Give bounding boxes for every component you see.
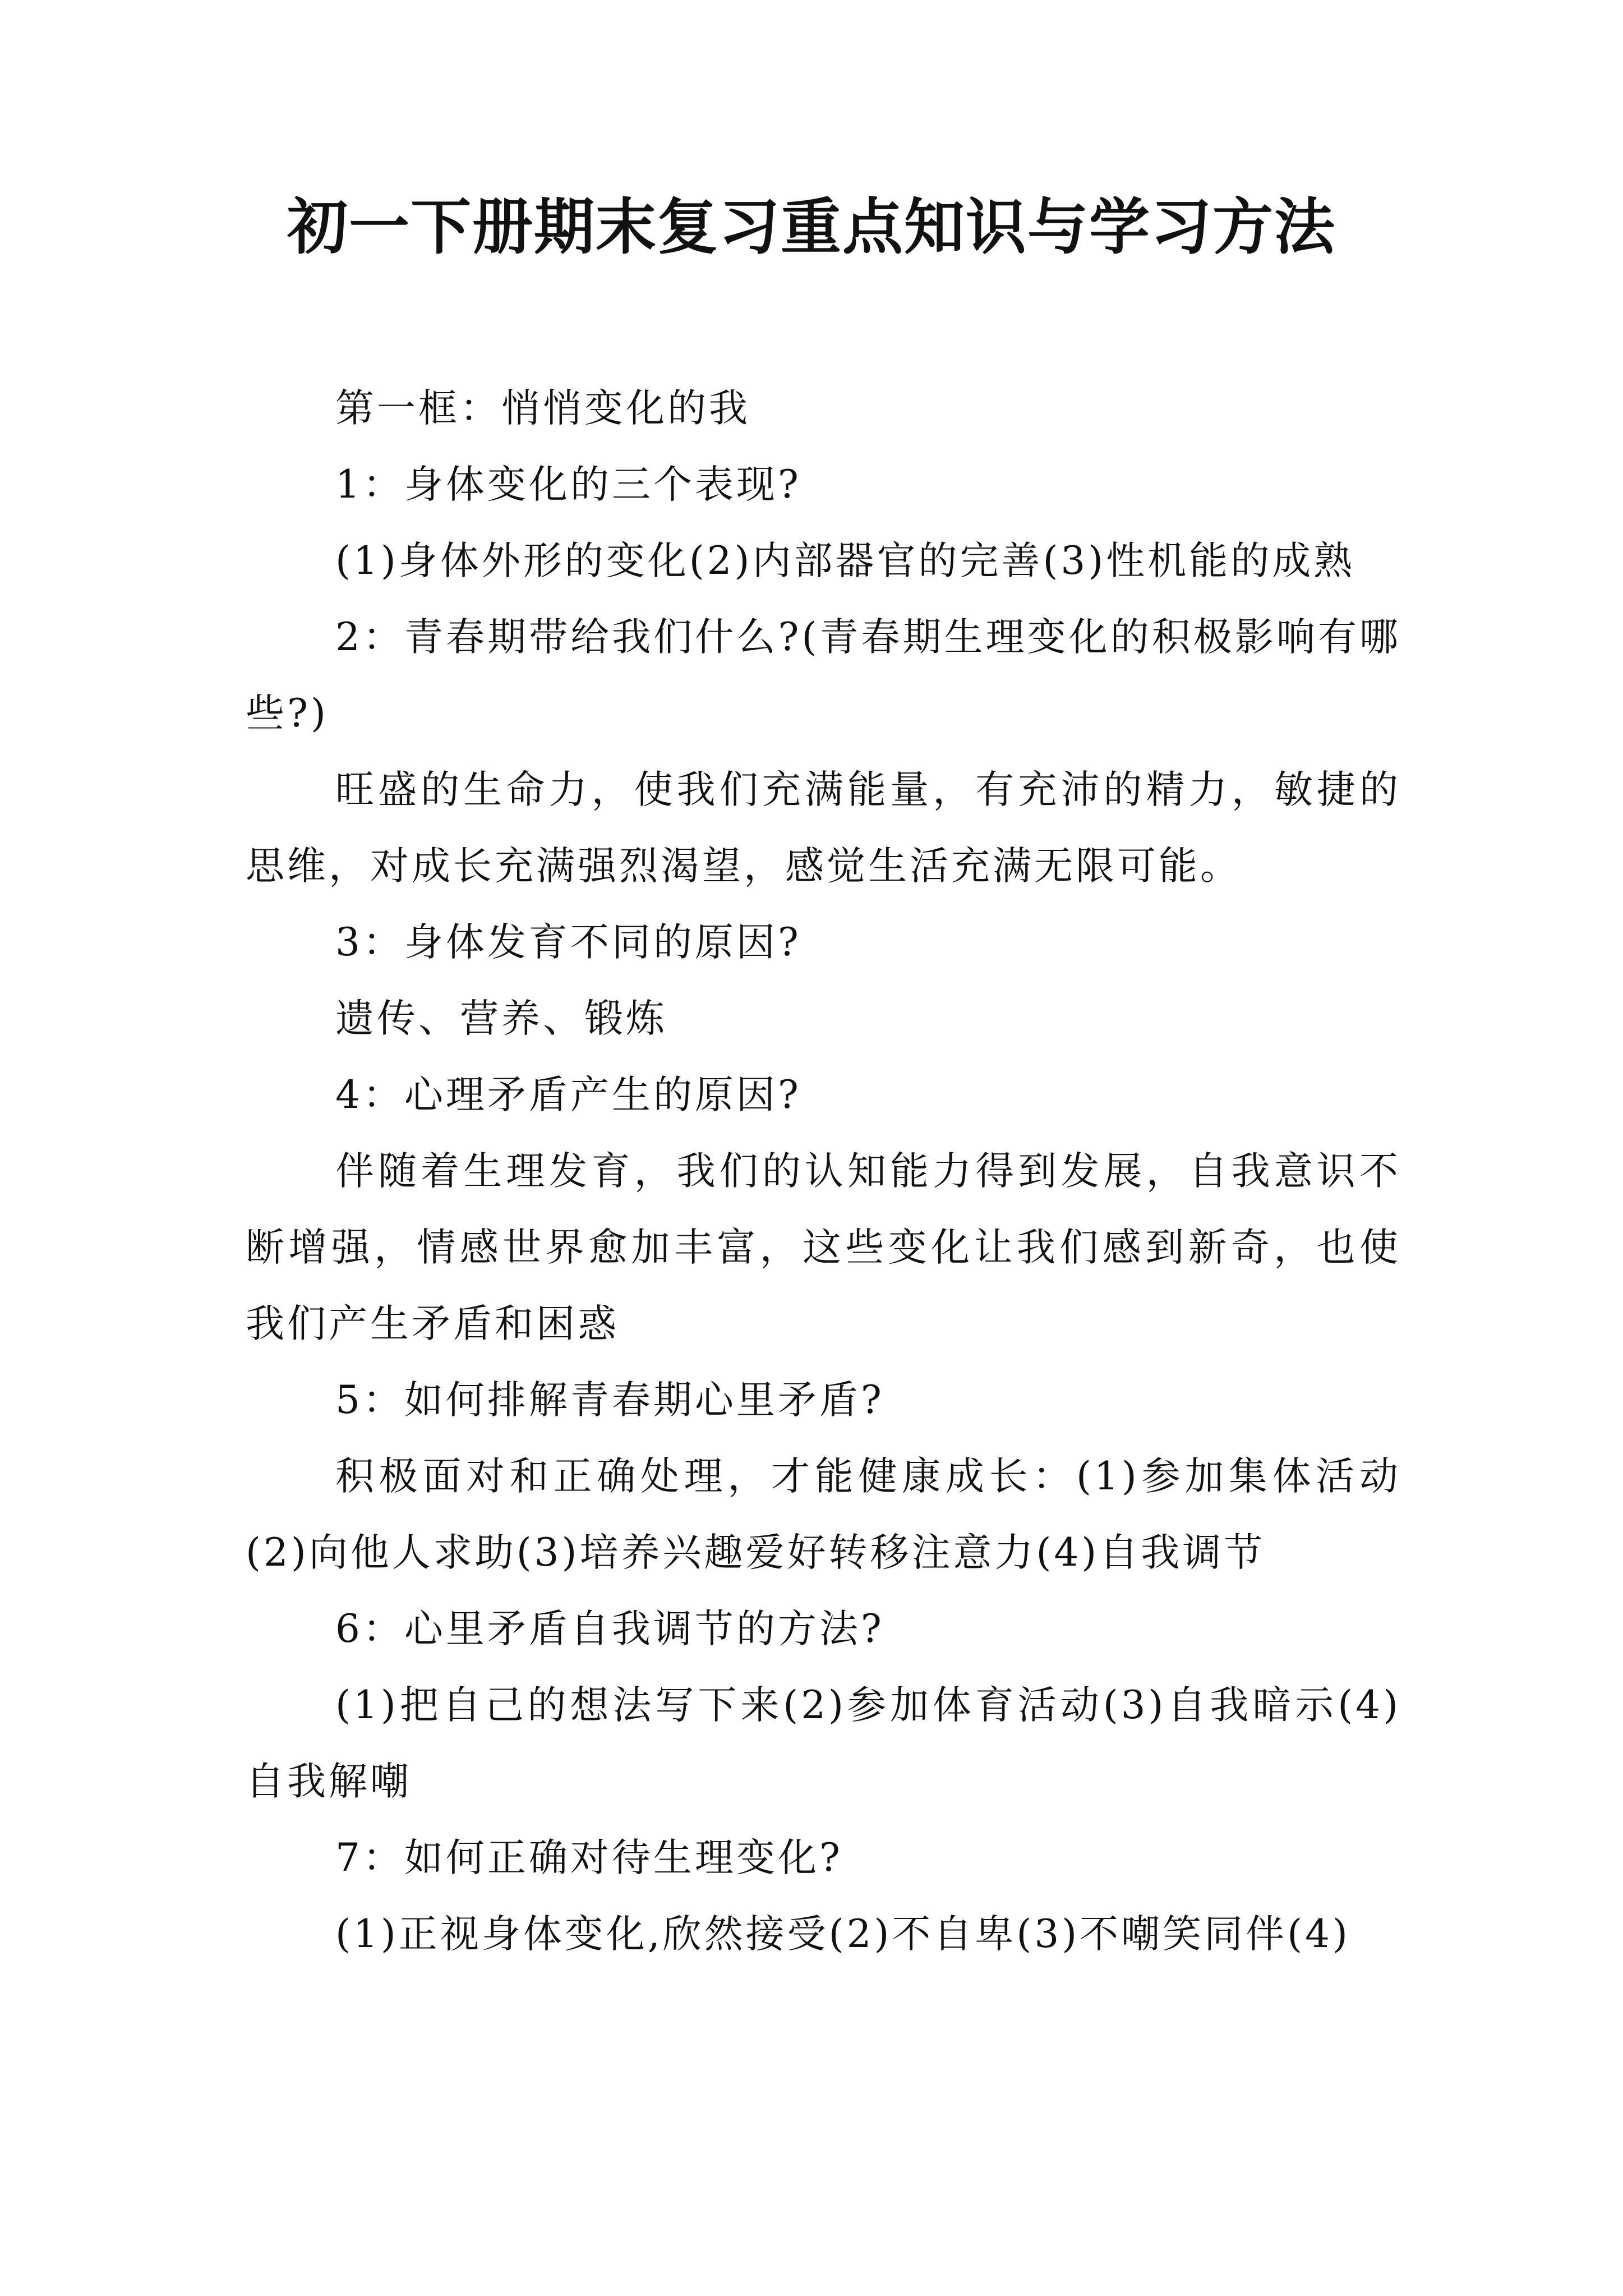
paragraph-answer-6: (1)把自己的想法写下来(2)参加体育活动(3)自我暗示(4)自我解嘲 [246,1683,1401,1804]
paragraph-answer-3: 遗传、营养、锻炼 [335,996,667,1041]
paragraph-answer-2: 旺盛的生命力，使我们充满能量，有充沛的精力，敏捷的思维，对成长充满强烈渴望，感觉生活充满无限可能。 [246,767,1401,889]
paragraph-answer-7: (1)正视身体变化,欣然接受(2)不自卑(3)不嘲笑同伴(4) [335,1912,1350,1957]
paragraph-question-2: 2：青春期带给我们什么?(青春期生理变化的积极影响有哪些?) [246,615,1401,736]
paragraph-question-7: 7：如何正确对待生理变化? [335,1835,843,1880]
paragraph-question-6: 6：心里矛盾自我调节的方法? [335,1607,884,1651]
paragraph-question-5: 5：如何排解青春期心里矛盾? [335,1378,884,1423]
paragraph-question-3: 3：身体发育不同的原因? [335,920,801,965]
paragraph-answer-5: 积极面对和正确处理，才能健康成长：(1)参加集体活动(2)向他人求助(3)培养兴趣爱好转移注意力(4)自我调节 [246,1454,1401,1575]
document-title: 初一下册期末复习重点知识与学习方法 [287,192,1336,263]
paragraph-section-heading: 第一框：悄悄变化的我 [335,386,750,431]
paragraph-question-1: 1：身体变化的三个表现? [335,462,801,507]
document-body [246,370,1401,1972]
paragraph-answer-4: 伴随着生理发育，我们的认知能力得到发展，自我意识不断增强，情感世界愈加丰富，这些变化让我们感到新奇，也使我们产生矛盾和困惑 [246,1149,1401,1346]
paragraph-answer-1: (1)身体外形的变化(2)内部器官的完善(3)性机能的成熟 [335,539,1355,583]
paragraph-question-4: 4：心理矛盾产生的原因? [335,1073,801,1117]
